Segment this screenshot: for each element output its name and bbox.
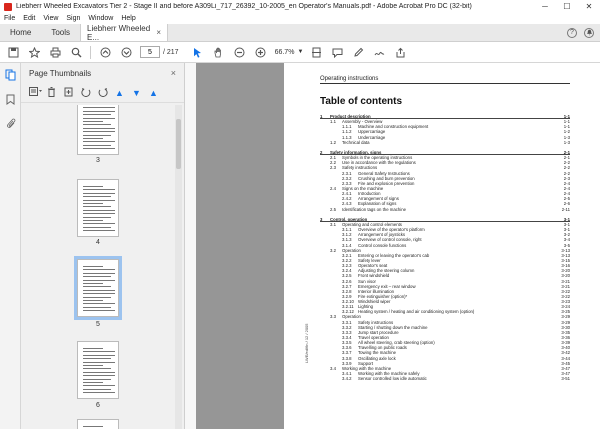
thumbnail-text-line	[83, 273, 115, 274]
thumbnail-text-line	[83, 297, 111, 298]
toc-text: Uppercarriage	[358, 129, 386, 135]
toc-number: 3.3.3	[342, 329, 352, 335]
toc-page: 3-39	[561, 340, 570, 346]
thumbnail-text-line	[83, 276, 111, 277]
navigation-pane-strip	[0, 63, 21, 429]
toc-number: 3.2.8	[342, 288, 352, 294]
zoom-level-value: 66.7%	[274, 48, 295, 56]
insert-page-icon[interactable]	[63, 87, 74, 99]
toc-page: 2-4	[563, 191, 570, 197]
scrollbar-handle[interactable]	[176, 119, 181, 169]
toc-number: 3.1.1	[342, 227, 352, 233]
toc-text: Arrangement of signs	[358, 196, 399, 202]
toc-number: 3.2.1	[342, 252, 352, 258]
window-title: Liebherr Wheeled Excavators Tier 2 - Stage II and before A309Li_717_26392_10-2005_en Operator's Manuals.pdf - Adobe Acrobat Pro DC (32-bit)	[16, 3, 472, 10]
thumbnail-text-line	[83, 392, 115, 393]
document-side-note: LWE/ed/6n / 12 / 2005	[304, 323, 309, 363]
save-icon[interactable]	[6, 45, 20, 59]
thumbnail-text-line	[83, 203, 103, 204]
page-down-icon[interactable]	[119, 45, 133, 59]
toc-page: 3-45	[561, 360, 570, 366]
toc-page: 1-1	[563, 119, 570, 125]
toc-text: Sun visor	[358, 278, 376, 284]
toc-page: 3-2	[563, 232, 570, 238]
toc-text: Front windshield	[358, 273, 390, 279]
toc-text: All wheel steering, crab steering (option)	[358, 340, 435, 346]
toc-text: Safety lever	[358, 257, 381, 263]
toc-number: 3.1.2	[342, 232, 352, 238]
toc-page: 2-2	[563, 170, 570, 176]
toc-number: 3.2.5	[342, 273, 352, 279]
toc-text: Arrangement of joysticks	[358, 232, 406, 238]
toc-text: Support	[358, 360, 374, 366]
toc-number: 3.2.7	[342, 283, 352, 289]
thumbnail-page-7[interactable]	[77, 419, 119, 429]
toc-text: Sensor controlled low idle automatic	[358, 376, 427, 382]
tab-document[interactable]	[80, 24, 168, 41]
toc-number: 3.2	[330, 247, 336, 253]
thumbnail-text-line	[83, 293, 115, 294]
thumbnail-text-line	[83, 283, 103, 284]
toc-text: Working with the machine	[342, 365, 392, 371]
toc-row[interactable]	[320, 376, 570, 381]
notification-bell-icon[interactable]	[584, 28, 594, 38]
thumbnail-text-line	[83, 213, 115, 214]
toc-number: 3.3.9	[342, 360, 352, 366]
thumbnail-text-line	[83, 303, 115, 304]
thumbnail-toolbar	[21, 83, 184, 103]
toc-page: 3-29	[561, 314, 570, 320]
toc-number: 2.5	[330, 206, 336, 212]
thumbnail-text-line	[83, 141, 115, 142]
toc-text: Technical data	[342, 139, 370, 145]
thumbnail-text-line	[83, 266, 103, 267]
thumbnail-text-line	[83, 135, 111, 136]
page-number-input[interactable]	[140, 46, 160, 58]
toc-number: 3.3.5	[342, 340, 352, 346]
thumbnail-text-line	[83, 348, 103, 349]
rotate-counterclockwise-icon[interactable]	[80, 87, 91, 99]
toc-page: 3-44	[561, 355, 570, 361]
zoom-level-dropdown[interactable]	[275, 49, 304, 56]
toc-text: Towing the machine	[358, 350, 396, 356]
toc-page: 3-24	[561, 304, 570, 310]
viewer-background	[196, 63, 284, 429]
options-menu-icon[interactable]	[29, 87, 40, 98]
toc-page: 3-5	[563, 242, 570, 248]
toc-number: 3.3.1	[342, 319, 352, 325]
thumbnail-text-line	[83, 193, 115, 194]
toc-page: 3-22	[561, 293, 570, 299]
toc-number: 2.4.3	[342, 201, 352, 207]
bookmark-icon[interactable]	[0, 87, 21, 111]
toc-page: 3-47	[561, 371, 570, 377]
thumbnail-list[interactable]	[21, 105, 185, 429]
menu-bar	[0, 13, 600, 24]
title-bar	[0, 0, 600, 13]
toc-page: 1-3	[563, 134, 570, 140]
toc-number: 2.3	[330, 165, 336, 171]
thumbnail-text-line	[83, 372, 115, 373]
toc-page: 3-51	[561, 376, 570, 382]
menu-window[interactable]: Window	[88, 15, 114, 22]
pen-icon[interactable]	[351, 45, 365, 59]
page-thumbnails-panel	[21, 63, 185, 429]
toc-page: 3-21	[561, 278, 570, 284]
toc-number: 2.3.2	[342, 175, 352, 181]
thumbnail-text-line	[83, 385, 115, 386]
toc-text: Control, operation	[330, 216, 368, 222]
toc-number: 3.1.4	[342, 242, 352, 248]
thumbnail-text-line	[83, 121, 103, 122]
tab-document-label: Liebherr Wheeled E...	[87, 23, 151, 42]
toc-text: Undercarriage	[358, 134, 386, 140]
toc-number: 3.3.7	[342, 350, 352, 356]
page-down-small-icon[interactable]: ▼	[132, 87, 141, 98]
rotate-clockwise-icon[interactable]	[97, 87, 108, 99]
thumbnail-text-line	[83, 290, 115, 291]
chevron-down-icon: ▼	[297, 49, 304, 55]
hand-icon[interactable]	[212, 45, 226, 59]
toc-text: Emergency exit – rear window	[358, 283, 416, 289]
thumbnail-text-line	[83, 310, 115, 311]
toc-number: 3.2.9	[342, 293, 352, 299]
thumbnail-text-line	[83, 355, 115, 356]
toc-number: 1	[320, 114, 323, 119]
toc-page: 1-1	[563, 114, 570, 119]
thumbnail-text-line	[83, 114, 111, 115]
toc-number: 2.1	[330, 155, 336, 161]
toc-number: 3.3.4	[342, 335, 352, 341]
toc-text: Fire and explosion prevention	[358, 180, 415, 186]
toc-text: Operation	[342, 314, 361, 320]
toc-page: 3-25	[561, 309, 570, 315]
toc-page: 3-1	[563, 221, 570, 227]
toc-text: Crushing and burn prevention	[358, 175, 415, 181]
select-cursor-icon[interactable]	[191, 45, 205, 59]
thumbnail-text-line	[83, 307, 111, 308]
toc-text: Travelling on public roads	[358, 345, 407, 351]
thumbnail-text-line	[83, 227, 111, 228]
thumbnail-size-icon[interactable]: ▲	[149, 87, 158, 98]
toc-text: Overview of control console, right	[358, 237, 422, 243]
menu-edit[interactable]: Edit	[23, 15, 36, 22]
table-of-contents	[320, 114, 570, 381]
thumbnail-text-line	[83, 189, 115, 190]
toc-number: 2.4.2	[342, 196, 352, 202]
toc-number: 3.3.8	[342, 355, 352, 361]
toc-text: Explanation of signs	[358, 201, 397, 207]
toc-text: Safety instructions	[358, 319, 394, 325]
thumbnail-text-line	[83, 148, 115, 149]
panel-splitter[interactable]	[185, 63, 196, 429]
attachment-icon[interactable]	[0, 111, 21, 135]
thumbnail-scrollbar[interactable]	[175, 105, 182, 429]
toc-text: Adjusting the steering column	[358, 268, 415, 274]
toc-page: 2-6	[563, 201, 570, 207]
document-title: Table of contents	[320, 96, 403, 107]
toc-page: 3-47	[561, 365, 570, 371]
menu-sign[interactable]: Sign	[66, 15, 81, 22]
toc-text: Interior illumination	[358, 288, 395, 294]
zoom-out-icon[interactable]	[233, 45, 247, 59]
toc-number: 3.1	[330, 221, 336, 227]
thumbnail-label-3: 3	[96, 157, 100, 164]
thumbnail-text-line	[83, 131, 115, 132]
page-up-icon[interactable]	[98, 45, 112, 59]
tab-close-icon[interactable]: ×	[156, 28, 162, 37]
toc-text: Lighting	[358, 304, 374, 310]
toc-text: Machine and construction equipment	[358, 124, 429, 130]
tab-home[interactable]: Home	[10, 28, 32, 37]
toc-text: Symbols in the operating instructions	[342, 155, 413, 161]
toc-number: 3.4.2	[342, 376, 352, 382]
toc-number: 3.4.1	[342, 371, 352, 377]
toc-text: Use in accordance with the regulations	[342, 160, 416, 166]
toc-number: 3.3.2	[342, 324, 352, 330]
thumbnail-text-line	[83, 138, 103, 139]
toc-number: 2.3.3	[342, 180, 352, 186]
thumbnail-text-line	[83, 379, 111, 380]
thumbnail-text-line	[83, 206, 111, 207]
toc-text: Heating system / heating and air conditioning system (option)	[358, 309, 475, 315]
thumbnail-text-line	[83, 358, 111, 359]
toc-number: 3.1.3	[342, 237, 352, 243]
maximize-button[interactable]: ☐	[563, 2, 571, 11]
thumbnail-text-line	[83, 382, 103, 383]
toc-page: 2-2	[563, 165, 570, 171]
thumbnail-text-line	[83, 223, 115, 224]
toc-number: 1.2	[330, 139, 336, 145]
acrobat-logo-icon	[4, 3, 12, 11]
thumbnail-text-line	[83, 196, 111, 197]
toc-number: 3.2.11	[342, 304, 354, 310]
toc-number: 1.1.2	[342, 129, 352, 135]
toc-text: Operation	[342, 247, 361, 253]
toc-text: Signs on the machine	[342, 185, 384, 191]
toc-text: Starting / shutting down the machine	[358, 324, 428, 330]
thumbnail-text-line	[83, 389, 111, 390]
toc-text: Assembly - Overview	[342, 119, 383, 125]
thumbnail-text-line	[83, 200, 115, 201]
toc-page: 3-30	[561, 324, 570, 330]
toc-page: 3-1	[563, 227, 570, 233]
thumbnail-text-line	[83, 362, 115, 363]
toc-number: 2.3.1	[342, 170, 352, 176]
toc-number: 3	[320, 216, 323, 222]
toc-number: 3.3	[330, 314, 336, 320]
thumbnail-text-line	[83, 351, 115, 352]
page-up-small-icon[interactable]: ▲	[115, 87, 124, 98]
toc-number: 2.2	[330, 160, 336, 166]
toc-page: 3-20	[561, 268, 570, 274]
search-icon[interactable]	[69, 45, 83, 59]
thumbnail-text-line	[83, 118, 115, 119]
thumbnail-text-line	[83, 107, 115, 108]
thumbnail-text-line	[83, 230, 115, 231]
toc-number: 3.2.10	[342, 299, 354, 305]
toc-page: 3-13	[561, 252, 570, 258]
panel-header	[21, 63, 184, 83]
toc-page: 3-21	[561, 283, 570, 289]
toc-page: 3-35	[561, 329, 570, 335]
thumbnail-text-line	[83, 300, 103, 301]
toc-text: Travel operation	[358, 335, 389, 341]
tab-bar	[0, 24, 600, 42]
thumbnail-text-line	[83, 186, 103, 187]
toc-number: 3.2.12	[342, 309, 354, 315]
thumbnail-text-line	[83, 368, 111, 369]
thumbnail-text-line	[83, 145, 111, 146]
toc-page: 3-20	[561, 273, 570, 279]
menu-view[interactable]: View	[43, 15, 59, 22]
toc-page: 2-3	[563, 175, 570, 181]
close-window-button[interactable]: ✕	[585, 2, 593, 11]
toc-text: General Safety Instructions	[358, 170, 410, 176]
zoom-in-icon[interactable]	[254, 45, 268, 59]
thumbnail-label-6: 6	[96, 402, 100, 409]
toc-page: 2-11	[561, 206, 570, 212]
thumbnail-text-line	[83, 210, 115, 211]
thumbnail-page-4[interactable]	[77, 179, 119, 237]
toc-text: Safety information, signs	[330, 149, 382, 155]
panel-title: Page Thumbnails	[29, 68, 92, 78]
thumbnail-text-line	[83, 375, 115, 376]
toc-text: Operating and control elements	[342, 221, 402, 227]
panel-close-icon[interactable]: ×	[170, 68, 176, 78]
toc-number: 3.2.3	[342, 263, 352, 269]
tab-tools[interactable]: Tools	[51, 28, 71, 37]
toc-number: 3.2.2	[342, 257, 352, 263]
page-thumbnails-icon[interactable]	[0, 63, 21, 87]
toc-page: 2-1	[563, 149, 570, 155]
toc-text: Windshield wiper	[358, 299, 391, 305]
toc-page: 2-5	[563, 196, 570, 202]
toc-page: 3-4	[563, 237, 570, 243]
toc-page: 1-2	[563, 129, 570, 135]
toc-text: Jump start procedure	[358, 329, 399, 335]
pdf-page	[284, 63, 600, 429]
share-icon[interactable]	[393, 45, 407, 59]
print-icon[interactable]	[48, 45, 62, 59]
help-icon[interactable]: ?	[567, 28, 577, 38]
toc-text: Oscillating axle lock	[358, 355, 396, 361]
page-total: / 217	[163, 48, 179, 56]
thumbnail-text-line	[83, 269, 115, 270]
toc-text: Control console functions	[358, 242, 407, 248]
toc-page: 3-16	[561, 263, 570, 269]
toc-text: Safety instructions	[342, 165, 378, 171]
thumbnail-page-3[interactable]	[77, 105, 119, 155]
menu-file[interactable]: File	[4, 15, 16, 22]
toc-text: Product description	[330, 114, 371, 119]
toc-page: 3-1	[563, 216, 570, 222]
toc-text: Fire extinguisher (option)*	[358, 293, 408, 299]
toc-page: 3-29	[561, 319, 570, 325]
toc-text: Operator's seat	[358, 263, 388, 269]
toc-text: Introduction	[358, 191, 381, 197]
toc-number: 3.2.4	[342, 268, 352, 274]
toc-page: 3-23	[561, 299, 570, 305]
thumbnail-text-line	[83, 280, 115, 281]
document-running-header: Operating instructions	[320, 76, 570, 84]
toc-page: 2-4	[563, 180, 570, 186]
toc-number: 1.1.1	[342, 124, 352, 130]
toc-number: 1.1	[330, 119, 336, 125]
toc-page: 1-3	[563, 139, 570, 145]
toc-number: 2.4.1	[342, 191, 352, 197]
toc-page: 3-22	[561, 288, 570, 294]
toc-page: 2-4	[563, 185, 570, 191]
toc-text: Entering or leaving the operator's cab	[358, 252, 430, 258]
toc-number: 2.4	[330, 185, 336, 191]
toc-page: 3-13	[561, 247, 570, 253]
toc-number: 2	[320, 149, 323, 155]
menu-help[interactable]: Help	[121, 15, 136, 22]
toc-text: Working with the machine safely	[358, 371, 420, 377]
thumbnail-page-5[interactable]	[77, 259, 119, 317]
thumbnail-text-line	[83, 128, 115, 129]
fit-page-icon[interactable]	[309, 45, 323, 59]
toc-number: 3.3.6	[342, 345, 352, 351]
toc-text: Overview of the operator's platform	[358, 227, 425, 233]
toc-number: 3.2.6	[342, 278, 352, 284]
bookmark-star-icon[interactable]	[27, 45, 41, 59]
thumbnail-text-line	[83, 111, 115, 112]
thumbnail-text-line	[83, 124, 111, 125]
delete-page-icon[interactable]	[46, 87, 57, 99]
thumbnail-label-5: 5	[96, 321, 100, 328]
toc-page: 2-2	[563, 160, 570, 166]
toc-text: Identification tags on the machine	[342, 206, 407, 212]
thumbnail-label-4: 4	[96, 239, 100, 246]
toc-page: 3-36	[561, 335, 570, 341]
sign-icon[interactable]	[372, 45, 386, 59]
toc-page: 2-1	[563, 155, 570, 161]
document-viewer[interactable]	[196, 63, 600, 429]
main-toolbar	[0, 42, 600, 63]
toc-page: 1-1	[563, 124, 570, 130]
thumbnail-text-line	[83, 365, 103, 366]
toc-number: 3.4	[330, 365, 336, 371]
toc-page: 3-40	[561, 345, 570, 351]
comment-icon[interactable]	[330, 45, 344, 59]
thumbnail-text-line	[83, 217, 111, 218]
toolbar-separator	[90, 46, 91, 59]
toc-page: 3-42	[561, 350, 570, 356]
toc-number: 1.1.3	[342, 134, 352, 140]
thumbnail-text-line	[83, 426, 103, 427]
thumbnail-text-line	[83, 220, 103, 221]
toc-page: 3-15	[561, 257, 570, 263]
minimize-button[interactable]: ─	[542, 2, 548, 11]
thumbnail-text-line	[83, 286, 111, 287]
thumbnail-page-6[interactable]	[77, 341, 119, 399]
